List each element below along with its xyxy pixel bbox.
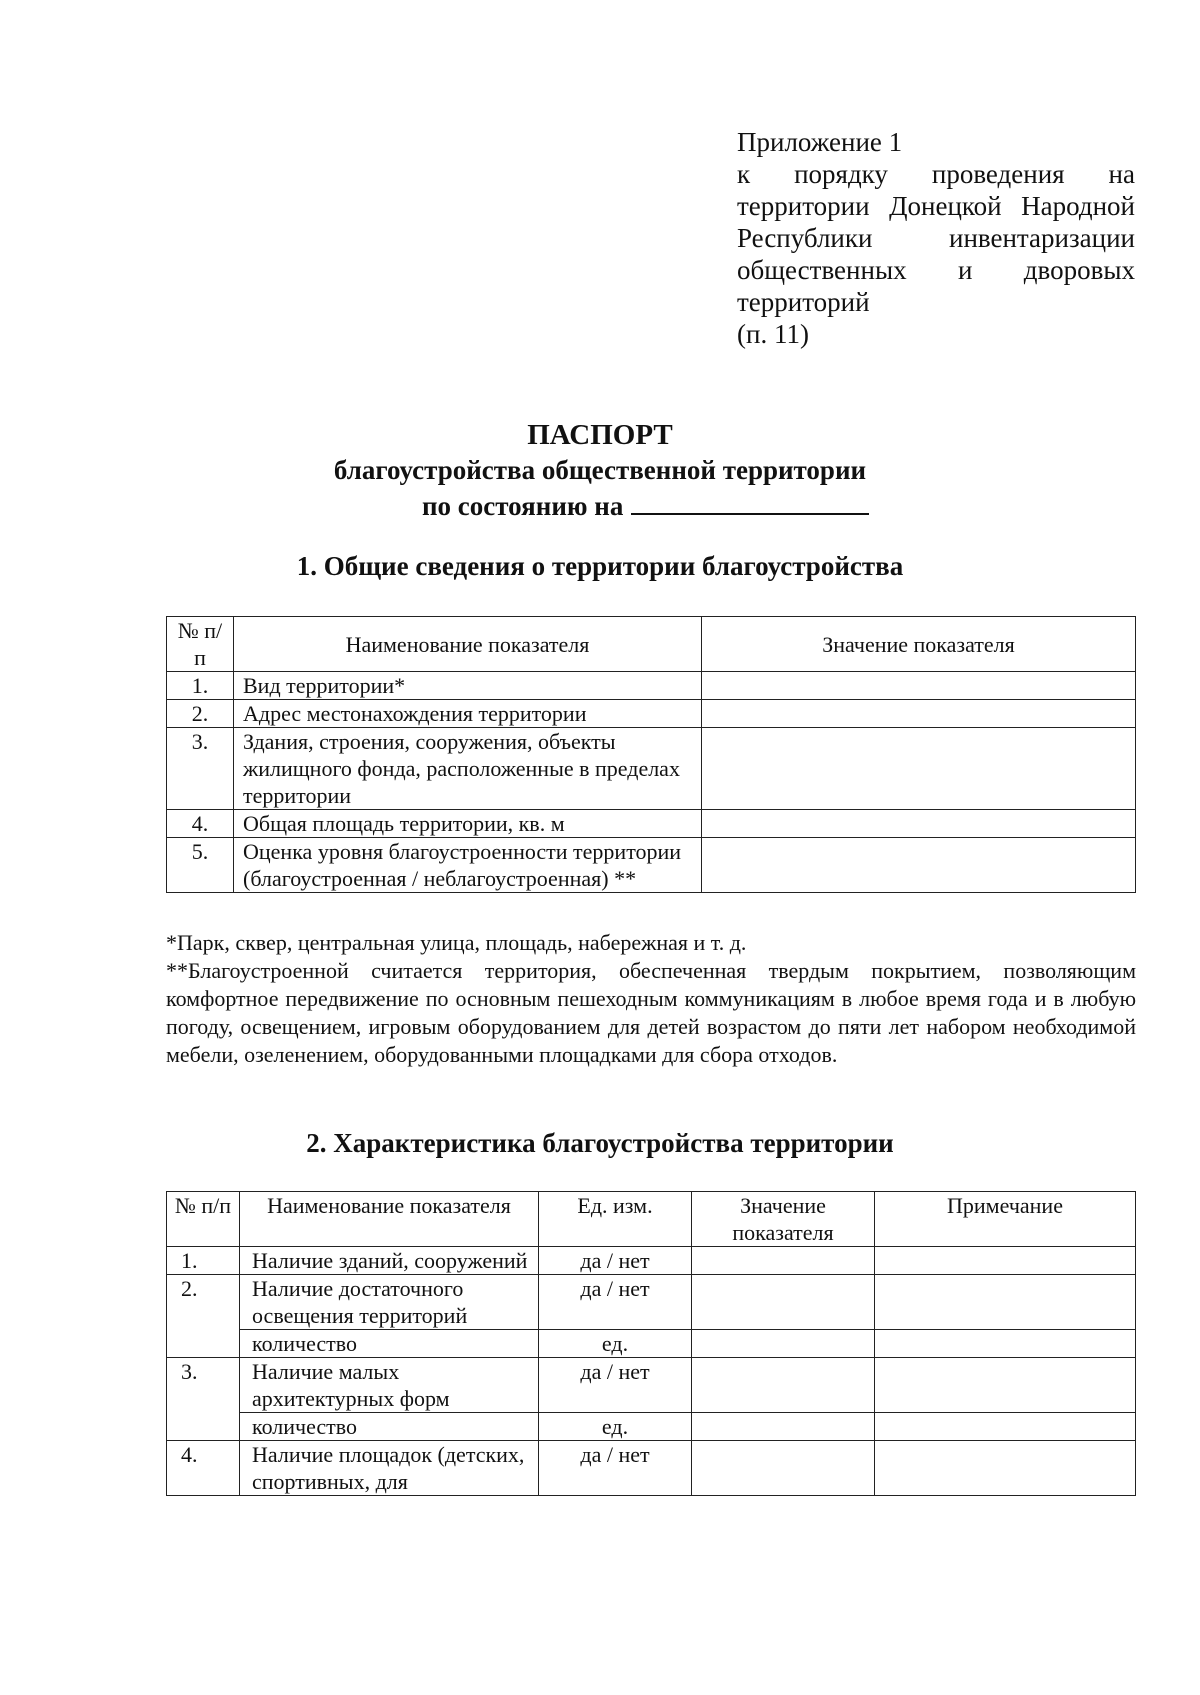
row-note-cell[interactable] bbox=[875, 1413, 1136, 1441]
characteristics-table bbox=[166, 1191, 1136, 1496]
row-value-cell[interactable] bbox=[692, 1330, 875, 1358]
row-name: Адрес местонахождения территории bbox=[234, 700, 702, 728]
appendix-line: общественных и дворовых bbox=[737, 255, 1135, 285]
row-sub-unit: ед. bbox=[539, 1413, 692, 1441]
row-note-cell[interactable] bbox=[875, 1358, 1136, 1413]
row-value-cell[interactable] bbox=[702, 838, 1136, 893]
col-num-header: № п/п bbox=[167, 617, 234, 672]
document-title: ПАСПОРТ bbox=[527, 419, 673, 451]
appendix-line: к порядку проведения на bbox=[737, 159, 1135, 189]
appendix-line: (п. 11) bbox=[737, 319, 809, 349]
row-value-cell[interactable] bbox=[702, 810, 1136, 838]
col-value-header: Значение показателя bbox=[692, 1192, 875, 1247]
appendix-line: Республики инвентаризации bbox=[737, 223, 1135, 253]
row-value-cell[interactable] bbox=[702, 700, 1136, 728]
row-name: Наличие достаточного освещения территорий bbox=[240, 1275, 539, 1330]
row-name: Оценка уровня благоустроенности территории (благоустроенная / неблагоустроенная) ** bbox=[234, 838, 702, 893]
row-num: 4. bbox=[167, 1441, 240, 1496]
table-row bbox=[167, 672, 1136, 700]
document-subtitle: благоустройства общественной территории bbox=[333, 455, 867, 485]
col-name-header: Наименование показателя bbox=[234, 617, 702, 672]
row-num: 1. bbox=[167, 1247, 240, 1275]
row-note-cell[interactable] bbox=[875, 1330, 1136, 1358]
row-value-cell[interactable] bbox=[692, 1275, 875, 1330]
row-value-cell[interactable] bbox=[702, 728, 1136, 810]
row-name: Общая площадь территории, кв. м bbox=[234, 810, 702, 838]
appendix-title: Приложение 1 bbox=[737, 127, 903, 157]
row-unit: да / нет bbox=[539, 1275, 692, 1330]
table-row bbox=[167, 1275, 1136, 1330]
table-row bbox=[167, 838, 1136, 893]
table-subrow bbox=[167, 1330, 1136, 1358]
row-name: Наличие зданий, сооружений bbox=[240, 1247, 539, 1275]
row-num: 2. bbox=[167, 700, 234, 728]
row-num: 5. bbox=[167, 838, 234, 893]
row-value-cell[interactable] bbox=[692, 1247, 875, 1275]
table-header-row bbox=[167, 1192, 1136, 1247]
row-num: 2. bbox=[167, 1275, 240, 1358]
row-num: 4. bbox=[167, 810, 234, 838]
general-info-table bbox=[166, 616, 1136, 893]
row-sub-unit: ед. bbox=[539, 1330, 692, 1358]
row-num: 1. bbox=[167, 672, 234, 700]
row-unit: да / нет bbox=[539, 1247, 692, 1275]
row-num: 3. bbox=[167, 728, 234, 810]
row-note-cell[interactable] bbox=[875, 1441, 1136, 1496]
table-row bbox=[167, 810, 1136, 838]
col-name-header: Наименование показателя bbox=[240, 1192, 539, 1247]
row-name: Здания, строения, сооружения, объекты жилищного фонда, расположенные в пределах территории bbox=[234, 728, 702, 810]
row-value-cell[interactable] bbox=[692, 1441, 875, 1496]
appendix-block bbox=[737, 126, 1135, 350]
table-row bbox=[167, 1441, 1136, 1496]
row-unit: да / нет bbox=[539, 1358, 692, 1413]
row-note-cell[interactable] bbox=[875, 1275, 1136, 1330]
footnote-2: **Благоустроенной считается территория, обеспеченная твердым покрытием, позволяющим комфортное передвижение по основным пешеходным коммуникациям в любое время года и в любую погоду, освещением, игровым оборудованием для детей возрастом до пяти лет набором необходимой мебели, озеленением, оборудованными площадками для сбора отходов. bbox=[166, 958, 1136, 1067]
section1-heading: 1. Общие сведения о территории благоустройства bbox=[296, 551, 904, 581]
row-value-cell[interactable] bbox=[692, 1413, 875, 1441]
col-unit-header: Ед. изм. bbox=[539, 1192, 692, 1247]
row-sub-name: количество bbox=[240, 1413, 539, 1441]
row-num: 3. bbox=[167, 1358, 240, 1441]
row-name: Наличие малых архитектурных форм bbox=[240, 1358, 539, 1413]
section2-heading: 2. Характеристика благоустройства территории bbox=[306, 1128, 894, 1158]
row-note-cell[interactable] bbox=[875, 1247, 1136, 1275]
table-row bbox=[167, 728, 1136, 810]
col-value-header: Значение показателя bbox=[702, 617, 1136, 672]
table-row bbox=[167, 700, 1136, 728]
appendix-line: территории Донецкой Народной bbox=[737, 191, 1135, 221]
footnote-1: *Парк, сквер, центральная улица, площадь, набережная и т. д. bbox=[166, 930, 747, 955]
table-row bbox=[167, 1247, 1136, 1275]
date-blank-field[interactable] bbox=[631, 487, 869, 515]
table-subrow bbox=[167, 1413, 1136, 1441]
row-name: Наличие площадок (детских, спортивных, для bbox=[240, 1441, 539, 1496]
col-note-header: Примечание bbox=[875, 1192, 1136, 1247]
row-sub-name: количество bbox=[240, 1330, 539, 1358]
footnotes bbox=[166, 929, 1136, 1069]
appendix-line: территорий bbox=[737, 287, 870, 317]
date-label: по состоянию на bbox=[422, 491, 624, 521]
table-header-row bbox=[167, 617, 1136, 672]
row-value-cell[interactable] bbox=[692, 1358, 875, 1413]
table-row bbox=[167, 1358, 1136, 1413]
row-value-cell[interactable] bbox=[702, 672, 1136, 700]
row-name: Вид территории* bbox=[234, 672, 702, 700]
row-unit: да / нет bbox=[539, 1441, 692, 1496]
col-num-header: № п/п bbox=[167, 1192, 240, 1247]
date-line bbox=[422, 487, 869, 522]
